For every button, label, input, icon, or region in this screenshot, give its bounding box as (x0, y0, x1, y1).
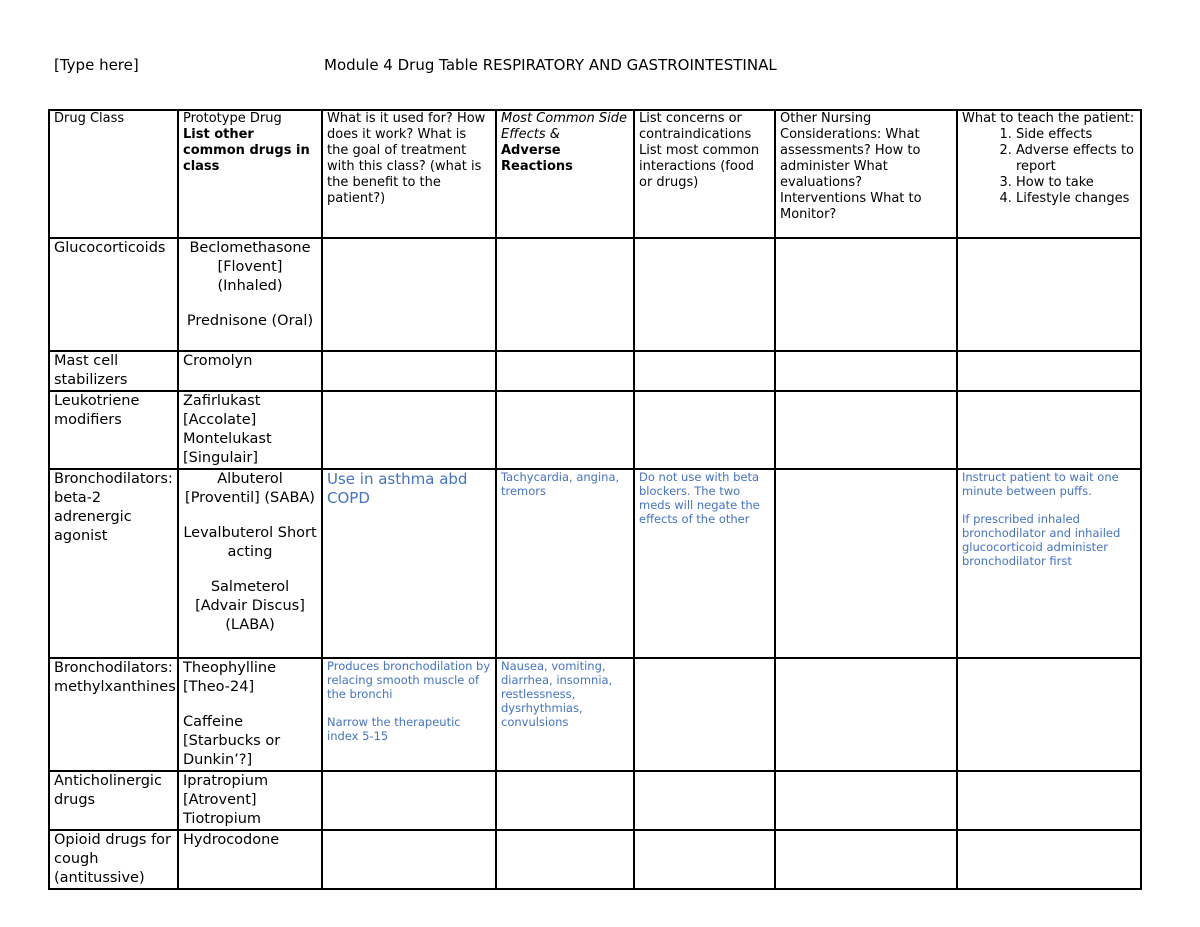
used-for-cell (322, 658, 496, 771)
drug-name: Caffeine [Starbucks or Dunkin’?] (183, 714, 281, 768)
drug-name: Levalbuterol Short acting (183, 525, 317, 560)
teach-cell (957, 658, 1141, 771)
table-row (49, 771, 1141, 830)
drug-class-cell: Bronchodilators: beta-2 adrenergic agonist (49, 469, 178, 658)
drug-name: Beclomethasone [Flovent] (Inhaled) (189, 240, 311, 294)
header-prototype (178, 110, 322, 238)
teach-cell (957, 351, 1141, 391)
header-placeholder: [Type here] (54, 56, 139, 74)
prototype-cell (178, 469, 322, 658)
header-nursing: Other Nursing Considerations: What assessments? How to administer What evaluations? Interventions What to Monitor? (775, 110, 957, 238)
teach-item: 3. How to take (1016, 175, 1136, 191)
concerns-cell (634, 238, 775, 351)
drug-name: Ipratropium [Atrovent] (183, 773, 269, 808)
teach-note: Instruct patient to wait one minute between puffs. (962, 470, 1119, 498)
nursing-cell (775, 658, 957, 771)
drug-name: Tiotropium (183, 811, 262, 827)
used-for-cell (322, 238, 496, 351)
table-row (49, 830, 1141, 889)
drug-class-cell: Glucocorticoids (49, 238, 178, 351)
drug-class-cell: Leukotriene modifiers (49, 391, 178, 469)
used-for-cell (322, 351, 496, 391)
concerns-cell (634, 830, 775, 889)
prototype-cell (178, 238, 322, 351)
teach-item: 1. Side effects (1016, 127, 1136, 143)
side-effects-cell: Tachycardia, angina, tremors (496, 469, 634, 658)
teach-cell (957, 830, 1141, 889)
table-row (49, 658, 1141, 771)
side-effects-cell (496, 351, 634, 391)
drug-class-cell: Mast cell stabilizers (49, 351, 178, 391)
teach-list (962, 127, 1136, 207)
header-teach (957, 110, 1141, 238)
header-side-effects-line1: Most Common Side Effects & (501, 111, 627, 142)
teach-cell (957, 469, 1141, 658)
used-for-note: Narrow the therapeutic index 5-15 (327, 715, 461, 743)
teach-item: 4. Lifestyle changes (1016, 191, 1136, 207)
used-for-cell: Use in asthma abd COPD (322, 469, 496, 658)
concerns-cell (634, 351, 775, 391)
side-effects-cell (496, 238, 634, 351)
teach-note: If prescribed inhaled bronchodilator and inhailed glucocorticoid administer bronchodilator first (962, 512, 1121, 568)
nursing-cell (775, 238, 957, 351)
header-side-effects-line2: Adverse Reactions (501, 143, 573, 174)
header-prototype-line2: List other common drugs in class (183, 127, 310, 174)
concerns-cell: Do not use with beta blockers. The two meds will negate the effects of the other (634, 469, 775, 658)
drug-name: Albuterol [Proventil] (SABA) (185, 471, 315, 506)
teach-cell (957, 771, 1141, 830)
header-drug-class: Drug Class (49, 110, 178, 238)
drug-class-cell: Anticholinergic drugs (49, 771, 178, 830)
nursing-cell (775, 830, 957, 889)
table-row (49, 351, 1141, 391)
side-effects-cell (496, 830, 634, 889)
side-effects-cell (496, 771, 634, 830)
page-title: Module 4 Drug Table RESPIRATORY AND GASTROINTESTINAL (324, 56, 777, 74)
table-row (49, 391, 1141, 469)
used-for-note: Produces bronchodilation by relacing smooth muscle of the bronchi (327, 659, 491, 701)
teach-cell (957, 238, 1141, 351)
prototype-cell (178, 771, 322, 830)
used-for-cell (322, 391, 496, 469)
concerns-cell (634, 658, 775, 771)
prototype-cell: Cromolyn (178, 351, 322, 391)
drug-name: Montelukast [Singulair] (183, 431, 272, 466)
drug-class-cell: Opioid drugs for cough (antitussive) (49, 830, 178, 889)
drug-name: Prednisone (Oral) (186, 313, 314, 329)
teach-item: 2. Adverse effects to report (1016, 143, 1136, 175)
header-prototype-line1: Prototype Drug (183, 111, 282, 126)
drug-name: Salmeterol [Advair Discus] (LABA) (195, 579, 305, 633)
nursing-cell (775, 351, 957, 391)
header-side-effects (496, 110, 634, 238)
header-teach-intro: What to teach the patient: (962, 111, 1135, 126)
header-concerns: List concerns or contraindications List most common interactions (food or drugs) (634, 110, 775, 238)
side-effects-cell (496, 391, 634, 469)
drug-table (48, 109, 1142, 890)
prototype-cell (178, 658, 322, 771)
used-for-cell (322, 830, 496, 889)
table-header-row (49, 110, 1141, 238)
concerns-cell (634, 391, 775, 469)
concerns-cell (634, 771, 775, 830)
header-used-for: What is it used for? How does it work? What is the goal of treatment with this class? (what is the benefit to the patient?) (322, 110, 496, 238)
drug-name: Theophylline [Theo-24] (183, 660, 277, 695)
used-for-cell (322, 771, 496, 830)
drug-name: Zafirlukast [Accolate] (183, 393, 261, 428)
prototype-cell (178, 391, 322, 469)
nursing-cell (775, 469, 957, 658)
side-effects-cell: Nausea, vomiting, diarrhea, insomnia, restlessness, dysrhythmias, convulsions (496, 658, 634, 771)
prototype-cell: Hydrocodone (178, 830, 322, 889)
nursing-cell (775, 391, 957, 469)
drug-class-cell: Bronchodilators: methylxanthines (49, 658, 178, 771)
teach-cell (957, 391, 1141, 469)
nursing-cell (775, 771, 957, 830)
table-row (49, 238, 1141, 351)
table-row (49, 469, 1141, 658)
